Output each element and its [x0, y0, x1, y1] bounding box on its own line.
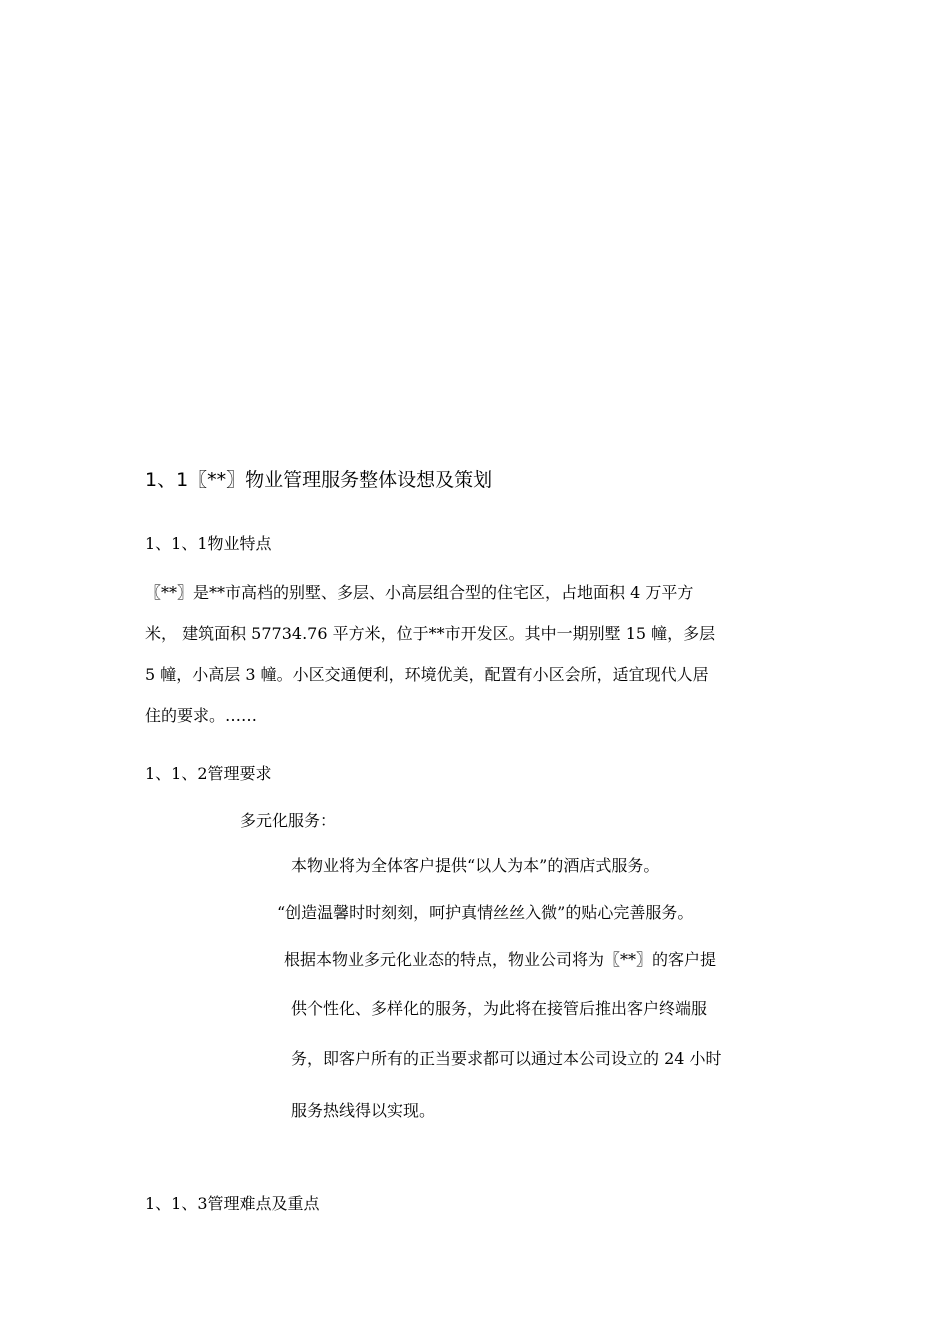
- section-heading: 1、1〖**〗物业管理服务整体设想及策划: [145, 469, 493, 491]
- service-line: “创造温馨时时刻刻，呵护真情丝丝入微”的贴心完善服务。: [277, 903, 694, 922]
- service-line: 本物业将为全体客户提供“以人为本”的酒店式服务。: [291, 856, 660, 875]
- subsection-title-property-features: 1、1、1物业特点: [145, 534, 272, 553]
- subsection-title-management-requirements: 1、1、2管理要求: [145, 764, 272, 783]
- paragraph-line: 住的要求。……: [145, 706, 258, 725]
- service-line: 务，即客户所有的正当要求都可以通过本公司设立的 24 小时: [291, 1049, 722, 1068]
- paragraph-line: 米， 建筑面积 57734.76 平方米，位于**市开发区。其中一期别墅 15 幢，多层: [145, 624, 716, 643]
- diversified-service-subhead: 多元化服务：: [240, 811, 337, 830]
- paragraph-line: 〖**〗是**市高档的别墅、多层、小高层组合型的住宅区，占地面积 4 万平方: [145, 583, 694, 602]
- subsection-title-management-difficulties: 1、1、3管理难点及重点: [145, 1194, 320, 1213]
- service-line: 服务热线得以实现。: [291, 1101, 436, 1120]
- property-features-paragraph: [145, 572, 810, 736]
- service-line: 供个性化、多样化的服务，为此将在接管后推出客户终端服: [291, 999, 708, 1018]
- service-line: 根据本物业多元化业态的特点，物业公司将为〖**〗的客户提: [284, 950, 717, 969]
- paragraph-line: 5 幢，小高层 3 幢。小区交通便利，环境优美，配置有小区会所，适宜现代人居: [145, 665, 709, 684]
